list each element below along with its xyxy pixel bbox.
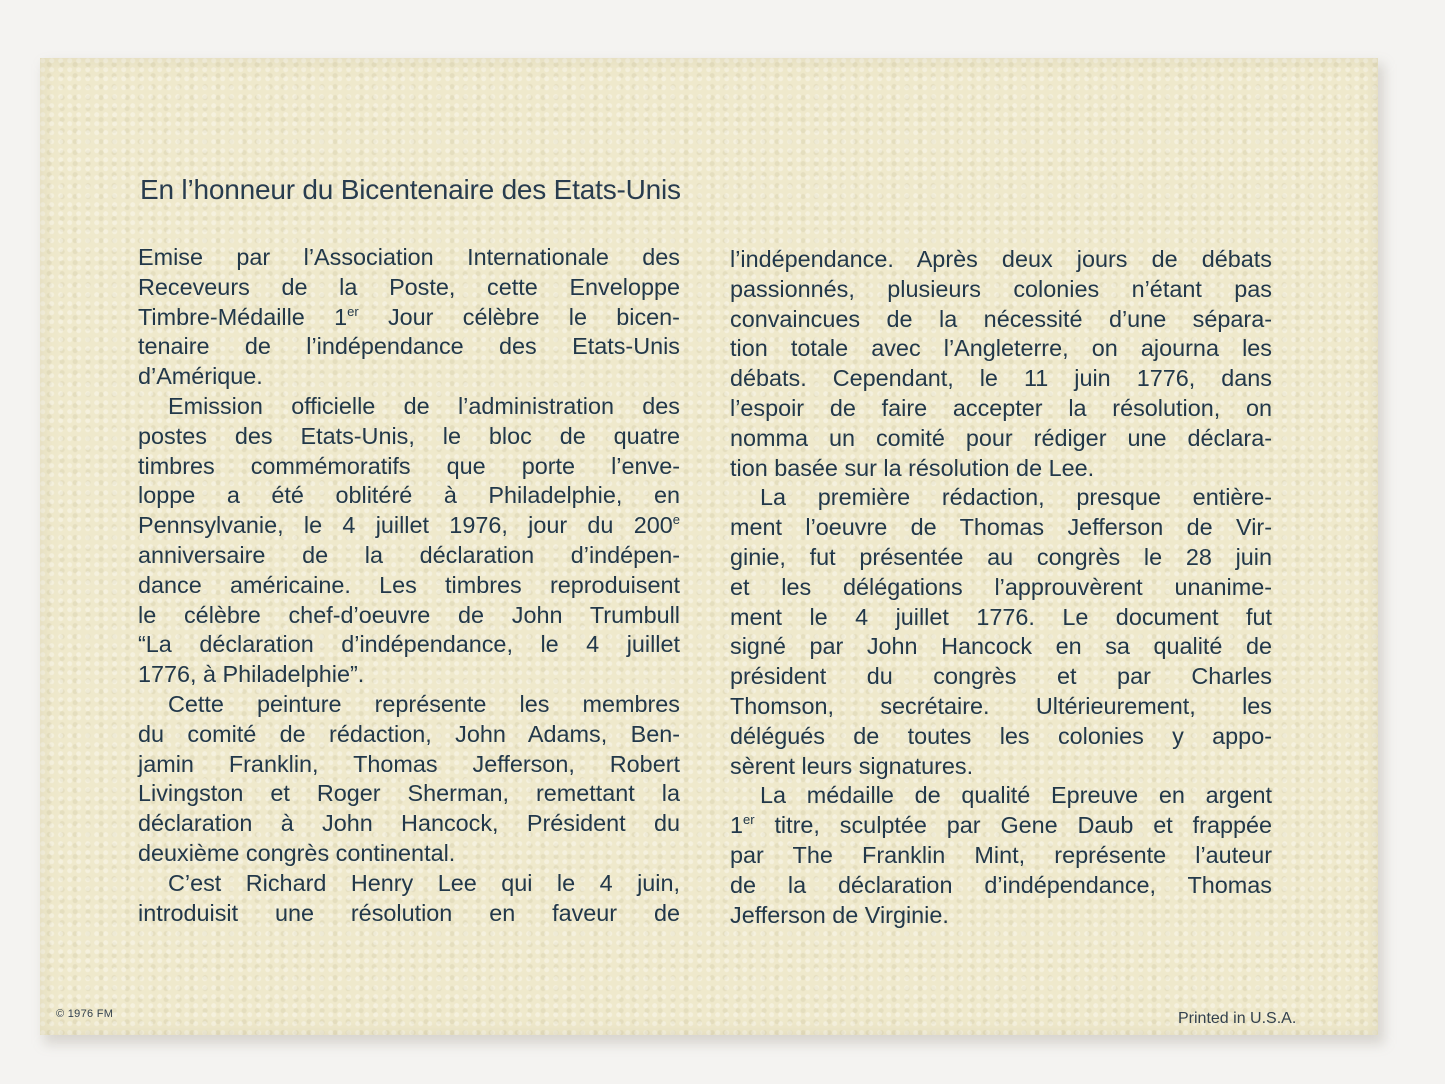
- text-line: Livingston et Roger Sherman, remettant la: [138, 780, 680, 807]
- text-line: deuxième congrès continental.: [138, 839, 456, 866]
- superscript: er: [347, 303, 359, 319]
- text-line: Receveurs de la Poste, cette Enveloppe: [138, 273, 680, 300]
- text-line: Thomson, secrétaire. Ultérieurement, les: [730, 692, 1272, 719]
- text-line: convaincues de la nécessité d’une sépara-: [730, 305, 1272, 332]
- text-line: ment le 4 juillet 1776. Le document fut: [730, 603, 1272, 630]
- text-line: La première rédaction, presque entière-: [760, 484, 1272, 511]
- superscript: e: [672, 512, 680, 528]
- text-line: Emise par l’Association Internationale des: [138, 244, 680, 270]
- text-line: jamin Franklin, Thomas Jefferson, Robert: [138, 750, 680, 777]
- text-line: anniversaire de la déclaration d’indépen-: [138, 541, 680, 568]
- text-line: “La déclaration d’indépendance, le 4 juillet: [138, 631, 680, 658]
- text-line: Jefferson de Virginie.: [730, 901, 949, 928]
- text-line: signé par John Hancock en sa qualité de: [730, 633, 1272, 660]
- text-line: par The Franklin Mint, représente l’auteur: [730, 841, 1272, 868]
- text-line: Timbre-Médaille 1er Jour célèbre le bicen-: [138, 303, 680, 330]
- text-line: tion basée sur la résolution de Lee.: [730, 454, 1095, 481]
- text-line: et les délégations l’approuvèrent unanime-: [730, 573, 1272, 600]
- superscript: er: [743, 812, 755, 828]
- copyright-notice: © 1976 FM: [56, 1008, 114, 1020]
- text-line: dance américaine. Les timbres reproduisent: [138, 571, 680, 598]
- text-line: délégués de toutes les colonies y appo-: [730, 722, 1272, 749]
- text-line: loppe a été oblitéré à Philadelphie, en: [138, 482, 680, 509]
- right-text-column: [730, 245, 1272, 930]
- text-line: passionnés, plusieurs colonies n’étant pas: [730, 275, 1272, 302]
- text-line: Cette peinture représente les membres: [168, 690, 680, 717]
- text-line: nomma un comité pour rédiger une déclara-: [730, 424, 1272, 451]
- text-line: 1er titre, sculptée par Gene Daub et frappée: [730, 812, 1272, 839]
- text-line: tenaire de l’indépendance des Etats-Unis: [138, 333, 680, 360]
- text-line: 1776, à Philadelphie”.: [138, 661, 365, 688]
- text-line: déclaration à John Hancock, Président du: [138, 810, 680, 837]
- text-line: Pennsylvanie, le 4 juillet 1976, jour du 200e: [138, 512, 680, 539]
- text-line: Emission officielle de l’administration des: [168, 392, 680, 419]
- text-line: président du congrès et par Charles: [730, 663, 1272, 690]
- bicentennial-insert-card: [40, 58, 1378, 1035]
- text-line: de la déclaration d’indépendance, Thomas: [730, 871, 1272, 898]
- text-line: timbres commémoratifs que porte l’enve-: [138, 452, 680, 479]
- printed-in-notice: Printed in U.S.A.: [1178, 1010, 1297, 1027]
- card-title: En l’honneur du Bicentenaire des Etats-Unis: [140, 174, 681, 205]
- text-line: ginie, fut présentée au congrès le 28 juin: [730, 543, 1272, 570]
- text-line: introduisit une résolution en faveur de: [138, 899, 680, 926]
- text-line: ment l’oeuvre de Thomas Jefferson de Vir-: [730, 514, 1272, 541]
- text-line: sèrent leurs signatures.: [730, 752, 974, 779]
- text-line: d’Amérique.: [138, 363, 263, 390]
- text-line: débats. Cependant, le 11 juin 1776, dans: [730, 365, 1272, 392]
- text-line: postes des Etats-Unis, le bloc de quatre: [138, 422, 680, 449]
- text-line: La médaille de qualité Epreuve en argent: [760, 782, 1272, 809]
- text-line: C’est Richard Henry Lee qui le 4 juin,: [168, 869, 680, 896]
- text-line: l’espoir de faire accepter la résolution, on: [730, 394, 1272, 421]
- left-text-column: [138, 243, 680, 928]
- text-line: du comité de rédaction, John Adams, Ben-: [138, 720, 680, 747]
- text-line: l’indépendance. Après deux jours de débats: [730, 246, 1272, 272]
- text-line: tion totale avec l’Angleterre, on ajourna les: [730, 335, 1272, 362]
- text-line: le célèbre chef-d’oeuvre de John Trumbull: [138, 601, 680, 628]
